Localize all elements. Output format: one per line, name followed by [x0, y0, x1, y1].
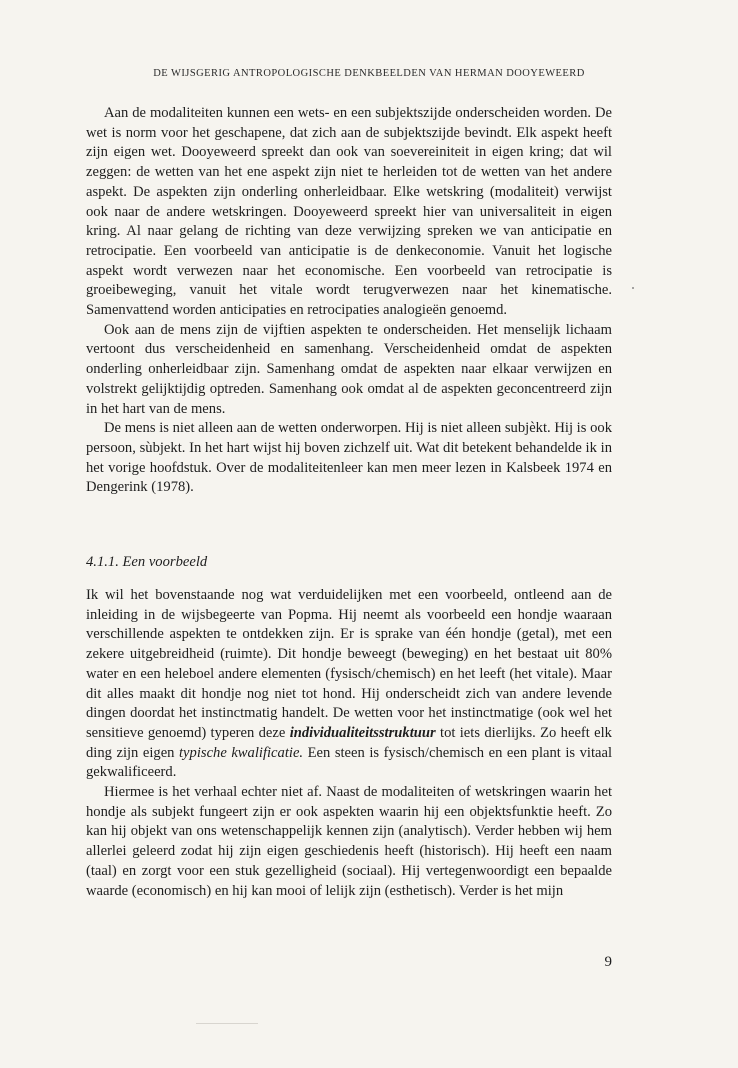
running-header: DE WIJSGERIG ANTROPOLOGISCHE DENKBEELDEN VAN HERMAN DOOYEWEERD: [153, 68, 585, 79]
emphasis-typische-kwalificatie: typische kwalificatie.: [179, 744, 304, 761]
hondje-text-b: tot iets dierlijks. Zo heeft elk ding zijn eigen: [86, 724, 612, 761]
section-voorbeeld-text: [86, 586, 612, 901]
paragraph-vijftien-aspekten: Ook aan de mens zijn de vijftien aspekten te onderscheiden. Het menselijk lichaam vertoont dus verscheidenheid en samenhang. Verscheidenheid omdat de aspekten onderling onherleidbaar zijn. Samenhang omdat de aspekten naar elkaar verwijzen en volstrekt gelijktijdig optreden. Samenhang ook omdat al de aspekten geconcentreerd zijn in het hart van de mens.: [86, 321, 612, 417]
hondje-text-c: Een steen is fysisch/chemisch en een plant is vitaal gekwalificeerd.: [86, 744, 613, 781]
paragraph-modaliteiten: Aan de modaliteiten kunnen een wets- en een subjektszijde onderscheiden worden. De wet is norm voor het geschapene, dat zich aan de subjektszijde bevindt. Elk aspekt heeft zijn eigen wet. Dooyeweerd spreekt dan ook van soevereiniteit in eigen kring; dat wil zeggen: de wetten van het ene aspekt zijn niet te herleiden tot de wetten van het andere aspekt. De aspekten zijn onderling onherleidbaar. Elke wetskring (modaliteit) verwijst ook naar de andere wetskringen. Dooyeweerd spreekt hier van universaliteit in eigen kring. Al naar gelang de richting van deze verwijzing spreken we van anticipatie en retrocipatie. Een voorbeeld van anticipatie is de denkeconomie. Vanuit het logische aspekt wordt verwezen naar het economische. Een voorbeeld van retrocipatie is groeibeweging, vanuit het vitale wordt terugverwezen naar het kinematische. Samenvattend worden anticipaties en retrocipaties analogieën genoemd.: [86, 105, 612, 319]
scan-speck: [632, 287, 634, 289]
emphasis-individualiteitsstruktuur: individualiteitsstruktuur: [289, 724, 436, 741]
page-number: 9: [604, 954, 612, 970]
hondje-text-a: Ik wil het bovenstaande nog wat verduidelijken met een voorbeeld, ontleend aan de inleiding in de wijsbegeerte van Popma. Hij neemt als voorbeeld een hondje waaraan verschillende aspekten te ontdekken zijn. Er is sprake van één hondje (getal), met een zekere uitgebreidheid (ruimte). Dit hondje beweegt (beweging) en het bestaat uit 80% water en een heleboel andere elementen (fysisch/chemisch) en het leeft (het vitale). Maar dit alles maakt dit hondje nog niet tot hond. Hij onderscheidt zich van andere levende dingen doordat het instinctmatig handelt. De wetten voor het instinctmatige (ook wel het sensitieve genoemd) typeren deze: [86, 587, 612, 741]
paragraph-objektsfunktie: Hiermee is het verhaal echter niet af. Naast de modaliteiten of wetskringen waarin het hondje als subjekt fungeert zijn er ook aspekten waarin hij een objektsfunktie heeft. Zo kan hij objekt van ons wetenschappelijk kennen zijn (analytisch). Verder hebben wij hem allerlei geleerd zodat hij zijn eigen geschiedenis heeft (historisch). Hij heeft een naam (taal) en zorgt voor een stuk gezelligheid (sociaal). Hij vertegenwoordigt een bepaalde waarde (economisch) en hij kan mooi of lelijk zijn (esthetisch). Verder is het mijn: [86, 784, 612, 899]
section-heading: 4.1.1. Een voorbeeld: [86, 554, 208, 570]
paragraph-mens-subjekt: De mens is niet alleen aan de wetten onderworpen. Hij is niet alleen subjèkt. Hij is ook persoon, sùbjekt. In het hart wijst hij boven zichzelf uit. Wat dit betekent behandelde ik in het vorige hoofdstuk. Over de modaliteitenleer kan men meer lezen in Kalsbeek 1974 en Dengerink (1978).: [86, 420, 612, 496]
section-intro-text: [86, 104, 612, 498]
scan-smudge: [196, 1023, 258, 1024]
paragraph-hondje: [86, 586, 612, 783]
